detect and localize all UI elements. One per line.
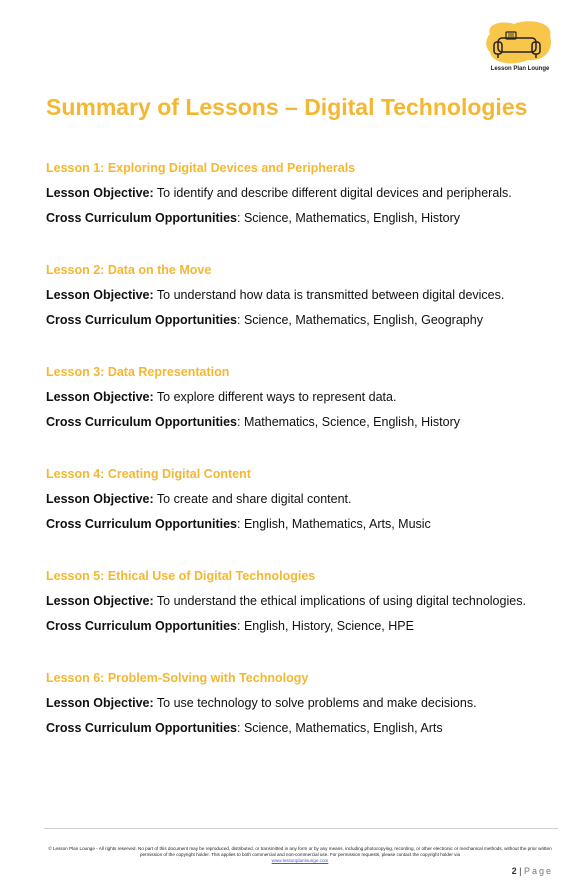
lesson-block-3 [46,364,556,466]
lesson-block-4 [46,466,556,568]
lesson-block-1 [46,160,556,262]
objective-label: Lesson Objective: [46,390,154,404]
lesson-block-5 [46,568,556,670]
lesson-title: Lesson 4: Creating Digital Content [46,467,251,481]
cross-curriculum-subjects: : English, Mathematics, Arts, Music [237,517,431,531]
cross-curriculum-subjects: : English, History, Science, HPE [237,619,414,633]
lessons-list [46,160,556,772]
objective-label: Lesson Objective: [46,492,154,506]
page-separator: | [516,866,524,876]
cross-curriculum [46,414,556,430]
lesson-title: Lesson 5: Ethical Use of Digital Technologies [46,569,316,583]
objective-label: Lesson Objective: [46,696,154,710]
lesson-title: Lesson 2: Data on the Move [46,263,212,277]
lesson-objective [46,593,556,609]
page-label: Page [523,866,553,876]
lesson-title: Lesson 6: Problem-Solving with Technology [46,671,309,685]
lesson-objective [46,185,556,201]
cross-curriculum-subjects: : Mathematics, Science, English, History [237,415,460,429]
cross-curriculum-label: Cross Curriculum Opportunities [46,619,237,633]
copyright-text: © Lesson Plan Lounge - All rights reserved. No part of this document may be reproduced, distributed, or transmitted in any form or by any means, including photocopying, recording, or other electronic or mechanical methods, without the prior written permission of the copyright holder. This applies to both commercial and non-commercial use. For permission requests, please contact the copyright holder via [48,846,552,857]
page-title: Summary of Lessons – Digital Technologies [46,94,528,120]
lesson-title: Lesson 1: Exploring Digital Devices and Peripherals [46,161,356,175]
cross-curriculum [46,210,556,226]
cross-curriculum [46,720,556,736]
cross-curriculum-label: Cross Curriculum Opportunities [46,313,237,327]
lesson-objective [46,491,556,507]
cross-curriculum [46,312,556,328]
cross-curriculum [46,618,556,634]
cross-curriculum-label: Cross Curriculum Opportunities [46,721,237,735]
cross-curriculum-label: Cross Curriculum Opportunities [46,415,237,429]
lesson-objective [46,695,556,711]
cross-curriculum [46,516,556,532]
lesson-block-6 [46,670,556,772]
lesson-title: Lesson 3: Data Representation [46,365,230,379]
cross-curriculum-subjects: : Science, Mathematics, English, History [237,211,460,225]
page-number [512,866,553,876]
objective-label: Lesson Objective: [46,186,154,200]
lesson-block-2 [46,262,556,364]
objective-text: To understand the ethical implications of using digital technologies. [153,594,526,608]
objective-text: To understand how data is transmitted between digital devices. [153,288,505,302]
page-number-value: 2 [511,866,517,876]
objective-text: To identify and describe different digital devices and peripherals. [153,186,512,200]
lesson-objective [46,389,556,405]
objective-label: Lesson Objective: [46,594,154,608]
footer-divider [44,828,558,829]
cross-curriculum-label: Cross Curriculum Opportunities [46,211,237,225]
objective-label: Lesson Objective: [46,288,154,302]
objective-text: To explore different ways to represent data. [153,390,397,404]
logo-text: Lesson Plan Lounge [490,66,550,72]
cross-curriculum-label: Cross Curriculum Opportunities [46,517,237,531]
copyright-notice [40,846,560,864]
lesson-objective [46,287,556,303]
objective-text: To use technology to solve problems and make decisions. [153,696,477,710]
website-link[interactable]: www.lessonplanlounge.com [271,858,329,863]
objective-text: To create and share digital content. [153,492,352,506]
sofa-logo-icon [484,20,556,68]
cross-curriculum-subjects: : Science, Mathematics, English, Arts [237,721,443,735]
cross-curriculum-subjects: : Science, Mathematics, English, Geography [237,313,483,327]
